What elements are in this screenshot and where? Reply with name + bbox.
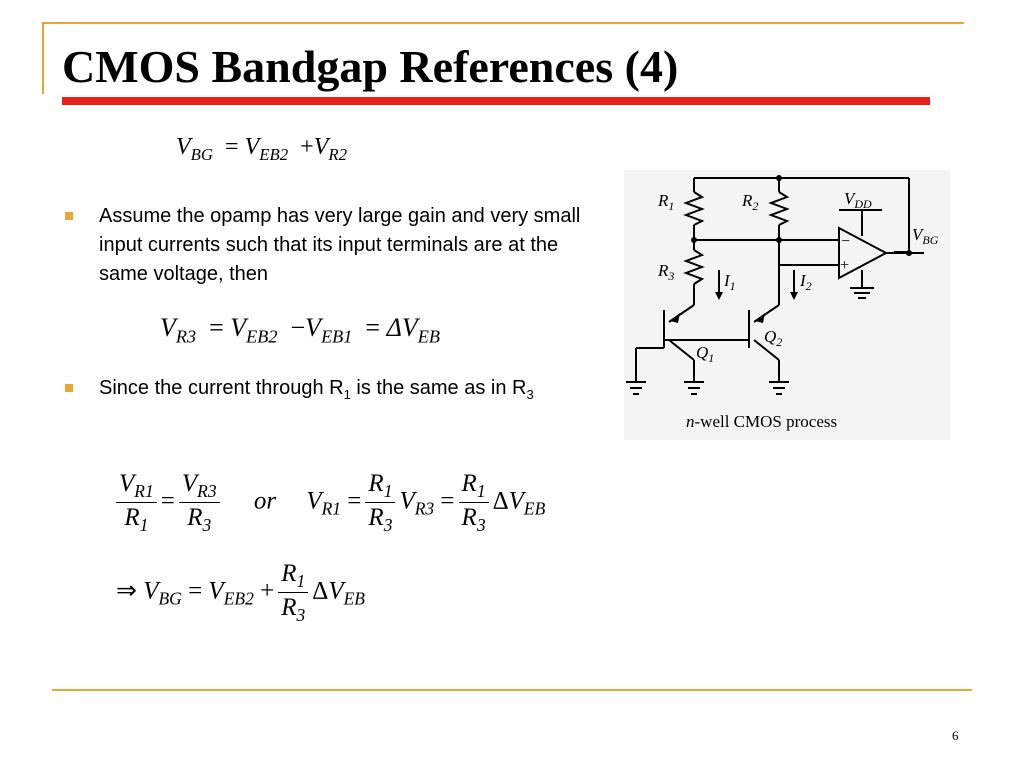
opamp-plus-sign: + bbox=[840, 257, 850, 274]
opamp-minus-sign: − bbox=[841, 233, 851, 250]
label-r2: $R_2$ bbox=[742, 191, 759, 213]
bullet-marker bbox=[65, 384, 73, 392]
fraction-r1-r3-b: $\frac{R_1}{R_3}$ bbox=[459, 470, 489, 536]
equation-vr3: $V_{R3} = V_{EB2} -V_{EB1} = \Delta V_{EB}$ bbox=[160, 313, 440, 347]
equation-ratio: $\frac{V_{R1}}{R_1}$ = $\frac{V_{R3}}{R_3}$ or $V_{R1}$ = $\frac{R_1}{R_3}$ $V_{R3}$ = $\frac{R_1}{R_3}$ $\Delta V_{EB}$ bbox=[112, 470, 545, 536]
title-underline bbox=[62, 97, 930, 105]
label-r3: $R_3$ bbox=[658, 261, 675, 283]
label-i2: $I_2$ bbox=[800, 271, 812, 293]
fraction-r1-r3-final: $\frac{R_1}{R_3}$ bbox=[278, 560, 308, 626]
label-q1: $Q_1$ bbox=[696, 343, 715, 365]
equation-vbg: $V_{BG} = V_{EB2} +V_{R2}$ bbox=[176, 134, 348, 164]
bullet-marker bbox=[65, 212, 73, 220]
footer-line bbox=[52, 689, 972, 691]
circuit-caption: n-well CMOS process bbox=[686, 412, 838, 431]
frame-top-line bbox=[42, 22, 964, 24]
frame-left-line bbox=[42, 22, 44, 94]
bandgap-circuit-diagram bbox=[624, 170, 950, 440]
label-r1: $R_1$ bbox=[658, 191, 675, 213]
page-number: 6 bbox=[952, 728, 959, 743]
label-vbg: $V_{BG}$ bbox=[912, 225, 939, 247]
fraction-vr3-r3: $\frac{V_{R3}}{R_3}$ bbox=[179, 470, 220, 536]
label-vdd: $V_{DD}$ bbox=[844, 189, 872, 211]
circuit-svg bbox=[624, 170, 950, 440]
fraction-r1-r3: $\frac{R_1}{R_3}$ bbox=[365, 470, 395, 536]
label-i1: $I_1$ bbox=[724, 271, 736, 293]
equation-final: ⇒ $V_{BG} = V_{EB2}$ + $\frac{R_1}{R_3}$ $\Delta V_{EB}$ bbox=[116, 560, 365, 626]
fraction-vr1-r1: $\frac{V_{R1}}{R_1}$ bbox=[116, 470, 157, 536]
label-q2: $Q_2$ bbox=[764, 327, 783, 349]
slide-title: CMOS Bandgap References (4) bbox=[62, 41, 679, 92]
bullet-opamp-assumption: Assume the opamp has very large gain and very small input currents such that its input terminals are at the same voltage, then bbox=[99, 202, 599, 289]
bullet-current-same: Since the current through $R_1$ is the same as in $R_3$ bbox=[99, 374, 599, 409]
